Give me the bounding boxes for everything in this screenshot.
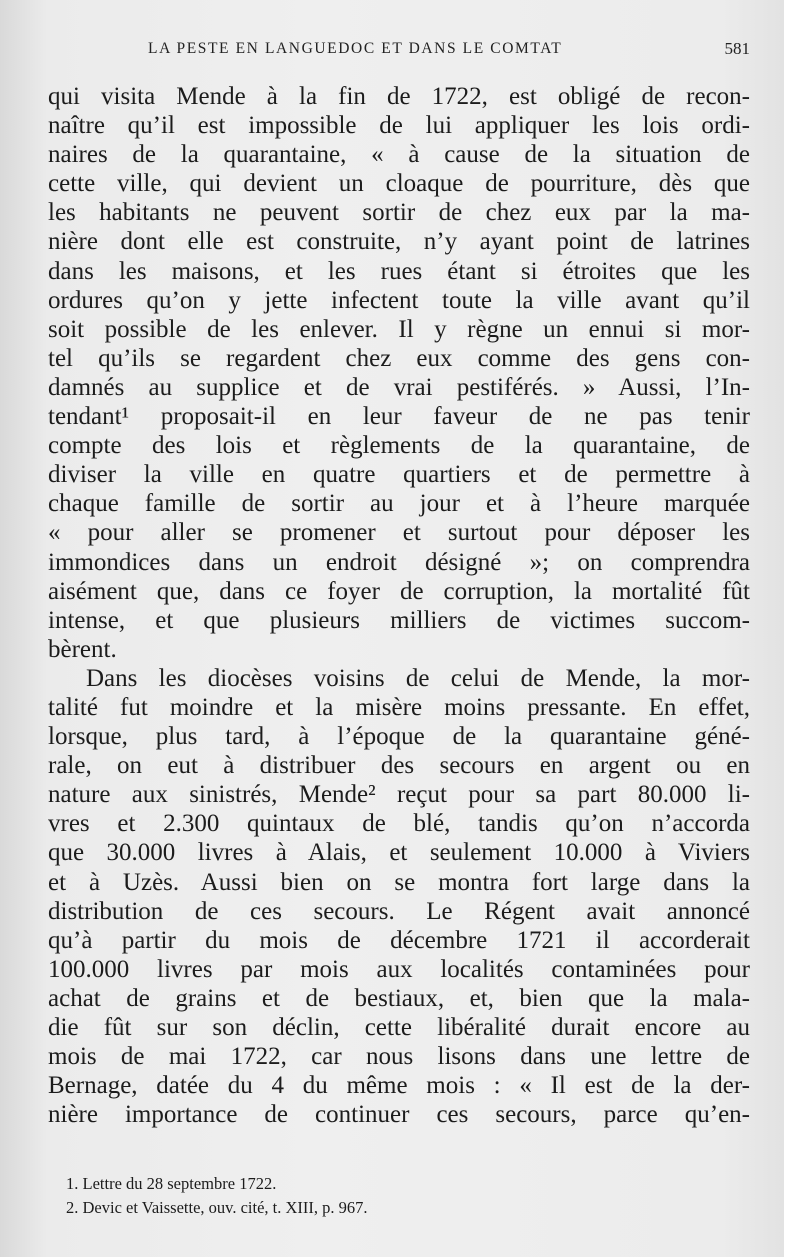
text-line: cette ville, qui devient un cloaque de pourriture, dès que [48,170,750,198]
page-header [60,38,750,62]
text-line: Bernage, datée du 4 du même mois : « Il est de la der- [48,1072,750,1100]
running-title: LA PESTE EN LANGUEDOC ET DANS LE COMTAT [148,40,563,57]
text-line: talité fut moindre et la misère moins pressante. En effet, [48,693,750,721]
text-line: vres et 2.300 quintaux de blé, tandis qu’on n’accorda [48,810,750,838]
text-line: tel qu’ils se regardent chez eux comme des gens con- [48,344,750,372]
page-number: 581 [724,39,750,58]
text-line: Dans les diocèses voisins de celui de Mende, la mor- [86,664,750,692]
text-line: diviser la ville en quatre quartiers et de permettre à [48,461,750,489]
text-line: aisément que, dans ce foyer de corruption, la mortalité fût [48,577,750,605]
body-text [48,82,750,1129]
text-line: les habitants ne peuvent sortir de chez eux par la ma- [48,199,750,227]
text-line: achat de grains et de bestiaux, et, bien que la mala- [48,984,750,1012]
text-line: qu’à partir du mois de décembre 1721 il accorderait [48,926,750,954]
text-line: mois de mai 1722, car nous lisons dans une lettre de [48,1043,750,1071]
text-line: nature aux sinistrés, Mende² reçut pour sa part 80.000 li- [48,781,750,809]
text-line: compte des lois et règlements de la quarantaine, de [48,432,750,460]
text-line: chaque famille de sortir au jour et à l’heure marquée [48,490,750,518]
footnote: 1. Lettre du 28 septembre 1722. [66,1174,277,1193]
footnotes [66,1172,706,1220]
text-line: soit possible de les enlever. Il y règne un ennui si mor- [48,315,750,343]
text-line: naître qu’il est impossible de lui appliquer les lois ordi- [48,112,750,140]
text-line: nière importance de continuer ces secours, parce qu’en- [48,1101,750,1129]
text-line: immondices dans un endroit désigné »; on comprendra [48,548,750,576]
text-line: et à Uzès. Aussi bien on se montra fort large dans la [48,868,750,896]
text-line: rale, on eut à distribuer des secours en argent ou en [48,752,750,780]
text-line: naires de la quarantaine, « à cause de la situation de [48,141,750,169]
text-line: bèrent. [48,635,117,663]
text-line: qui visita Mende à la fin de 1722, est obligé de recon- [48,83,750,110]
text-line: tendant¹ proposait-il en leur faveur de ne pas tenir [48,403,750,431]
text-line: « pour aller se promener et surtout pour déposer les [48,519,750,547]
text-line: distribution de ces secours. Le Régent avait annoncé [48,897,750,925]
text-line: die fût sur son déclin, cette libéralité durait encore au [48,1014,750,1041]
page-edge [784,0,800,1257]
text-line: dans les maisons, et les rues étant si étroites que les [48,257,750,285]
text-line: nière dont elle est construite, n’y ayant point de latrines [48,228,750,256]
text-line: 100.000 livres par mois aux localités contaminées pour [48,955,750,983]
footnote: 2. Devic et Vaissette, ouv. cité, t. XIII, p. 967. [66,1198,368,1217]
text-line: intense, et que plusieurs milliers de victimes succom- [48,606,750,634]
text-line: ordures qu’on y jette infectent toute la ville avant qu’il [48,286,750,314]
text-line: lorsque, plus tard, à l’époque de la quarantaine géné- [48,723,750,751]
text-line: que 30.000 livres à Alais, et seulement 10.000 à Viviers [48,839,750,867]
text-line: damnés au supplice et de vrai pestiférés. » Aussi, l’In- [48,373,750,401]
